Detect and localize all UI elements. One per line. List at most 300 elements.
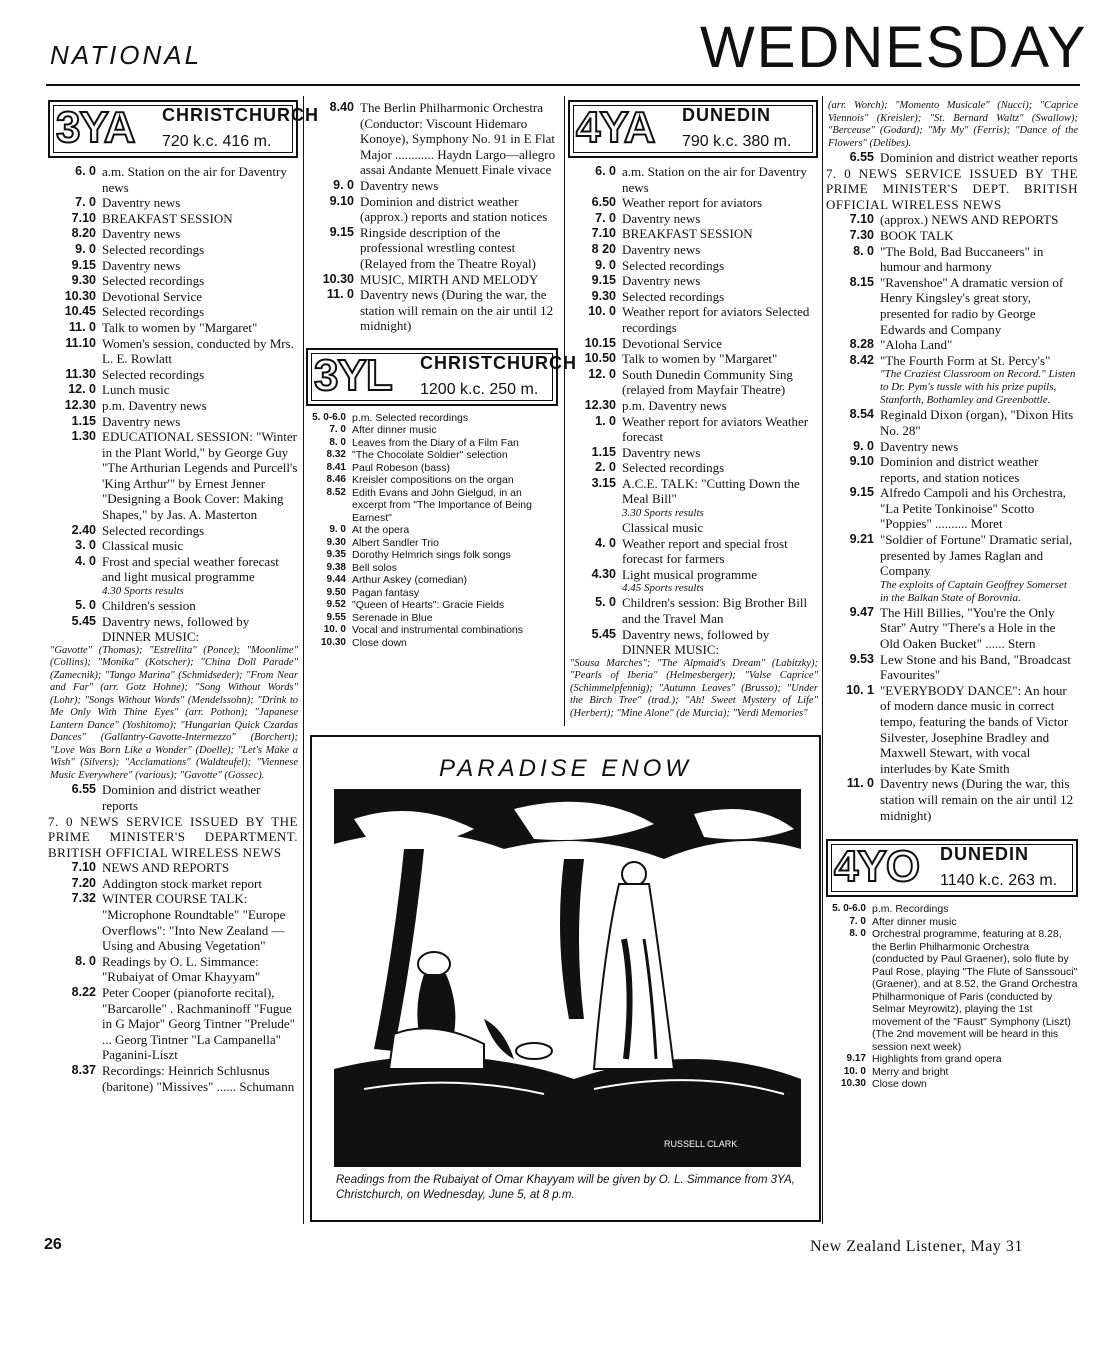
schedule-row (48, 367, 298, 383)
programme-text: "Aloha Land" (880, 337, 953, 353)
time-label: 8.28 (849, 337, 874, 352)
programme-text: Albert Sandler Trio (352, 536, 439, 549)
time-label: 11.30 (65, 366, 96, 381)
station-logo-3ya (48, 100, 319, 158)
column-4ya-continued (826, 100, 1078, 1091)
programme-text: Readings by O. L. Simmance: "Rubaiyat of Omar Khayyam" (102, 953, 261, 985)
dinner-music-list: "Gavotte" (Thomas); "Estrellita" (Ponce); "Moonlime" (Collins); "Monika" (Kotscher); "China Doll Parade" (Zamecnik); "Tango Marina" (Schmidseder); "From Near and Far" (arr. Gotz Hohne); "Song Without Words" (Lohr); "Songs Without Words" (Mendelssohn); "Drink to Me Only With Thine Eyes" (arr. Pothon); "Japanese Lantern Dance" (Yoshitomo); "Hungarian Quick Czardas Dances" (Gallantry-Gavotte-Intermezzo" (Borchert); "Love Was Born Like a Wonder" (Doelle); "Let's Make a Wish" (Silvers); "Acclamations" (Waldteufel); "Viennese Music Everywhere" (various); "Gavotte" (Gossec). (50, 644, 298, 781)
schedule-row (568, 195, 818, 211)
call-sign: 3YA (56, 103, 135, 152)
time-label: 8.15 (849, 274, 874, 289)
programme-text: Classical music (102, 538, 184, 554)
time-label: 6. 0 (595, 164, 616, 178)
programme-text: Daventry news (880, 438, 959, 454)
column-divider (822, 96, 823, 1224)
time-label: 5.45 (591, 626, 616, 641)
time-label: 10. 0 (588, 304, 616, 319)
time-label: 11. 0 (846, 776, 874, 791)
schedule-list (826, 407, 1078, 579)
programme-text: Children's session (102, 598, 196, 614)
time-label: 9.15 (329, 224, 354, 239)
header-rule (46, 84, 1080, 86)
time-label: 10.50 (584, 351, 616, 366)
time-label: 10.30 (320, 636, 346, 648)
time-label: 7.10 (849, 212, 874, 227)
programme-text: Selected recordings (102, 273, 205, 289)
programme-text: Recordings: Heinrich Schlusnus (baritone) "Missives" ...... Schumann (102, 1063, 295, 1094)
time-label: 9.10 (849, 454, 874, 469)
programme-text: The Berlin Philharmonic Orchestra (Conductor: Viscount Hidemaro Konoye), Symphony No. 91 in E Flat Major ............ Haydn Largo—allegro assai Andante Menuett Finale vivace (360, 100, 556, 178)
station-city: DUNEDIN (940, 844, 1030, 865)
station-city: DUNEDIN (682, 105, 772, 125)
section-label: NATIONAL (50, 40, 203, 70)
time-label: 8. 0 (849, 928, 866, 940)
column-3ya (48, 100, 319, 1094)
programme-text: "Soldier of Fortune" Dramatic serial, presented by James Raglan and Company (880, 532, 1073, 579)
programme-text: Highlights from grand opera (872, 1053, 1002, 1066)
programme-text: Selected recordings (102, 241, 205, 257)
schedule-list-small (306, 412, 558, 650)
programme-text: Bell solos (352, 561, 397, 574)
schedule-row (568, 367, 818, 398)
schedule-row (48, 860, 298, 876)
programme-text: Women's session, conducted by Mrs. L. E. Rowlatt (102, 335, 294, 367)
programme-text: p.m. Recordings (872, 903, 949, 916)
time-label: 7. 0 (595, 210, 616, 225)
programme-text: Leaves from the Diary of a Film Fan (352, 436, 519, 449)
schedule-row (568, 567, 818, 583)
schedule-row (568, 164, 818, 195)
time-label: 12. 0 (588, 366, 616, 381)
illustration-title: PARADISE ENOW (439, 755, 692, 782)
day-heading: WEDNESDAY (700, 15, 1088, 80)
time-label: 1.15 (71, 413, 96, 428)
time-label: 5. 0 (75, 598, 96, 613)
schedule-row (48, 598, 298, 614)
schedule-row (48, 614, 298, 645)
time-label: 5.45 (71, 613, 96, 628)
schedule-list (568, 164, 818, 507)
schedule-row (826, 485, 1078, 532)
schedule-row (826, 1078, 1078, 1091)
time-label: 5. 0-6.0 (832, 903, 866, 915)
schedule-row (568, 520, 818, 536)
schedule-row (568, 445, 818, 461)
programme-text: Daventry news, followed by DINNER MUSIC: (102, 613, 250, 645)
station-frequency: 1200 k.c. 250 m. (420, 380, 539, 398)
time-label: 8.22 (71, 985, 96, 1000)
schedule-row (568, 258, 818, 274)
programme-text: South Dunedin Community Sing (relayed from Mayfair Theatre) (622, 366, 793, 398)
time-label: 8.37 (71, 1063, 96, 1077)
schedule-row (48, 538, 298, 554)
programme-text: Daventry news (102, 413, 181, 429)
programme-text: Daventry news (360, 177, 439, 193)
schedule-row (826, 353, 1078, 369)
time-label: 11.10 (65, 335, 96, 350)
programme-text: After dinner music (352, 424, 437, 437)
programme-text: Selected recordings (622, 460, 725, 476)
station-logo-4ya (568, 100, 818, 158)
schedule-row (48, 336, 298, 367)
time-label: 7. 0 (329, 424, 346, 436)
schedule-row (306, 612, 558, 625)
programme-text: Daventry news (102, 226, 181, 242)
programme-text: Selected recordings (622, 257, 725, 273)
schedule-row (568, 273, 818, 289)
programme-text: Arthur Askey (comedian) (352, 574, 467, 587)
call-sign: 3YL (314, 350, 392, 400)
time-label: 8.54 (849, 407, 874, 422)
schedule-row (48, 876, 298, 892)
time-label: 7. 0 (75, 195, 96, 210)
schedule-row (568, 351, 818, 367)
programme-text: "EVERYBODY DANCE": An hour of modern dance music in correct tempo, featuring the bands of Victor Silvester, Josephine Bradley and Maxwell Stewart, with vocal interludes by Kate Smith (880, 682, 1069, 776)
station-frequency: 720 k.c. 416 m. (162, 133, 272, 150)
schedule-row (48, 414, 298, 430)
time-label: 6.55 (71, 782, 96, 797)
time-label: 10.30 (64, 288, 96, 303)
schedule-row (48, 523, 298, 539)
programme-text: Dominion and district weather reports (102, 782, 261, 813)
schedule-row (306, 100, 558, 178)
schedule-row (826, 150, 1078, 166)
time-label: 9.38 (326, 561, 346, 573)
programme-text: Frost and special weather forecast and light musical programme (102, 553, 279, 585)
programme-text: "Queen of Hearts": Gracie Fields (352, 599, 505, 612)
programme-text: Devotional Service (622, 335, 722, 351)
programme-text: Daventry news, followed by DINNER MUSIC: (622, 626, 770, 658)
schedule-row (48, 985, 298, 1063)
programme-text: Weather report for aviators (622, 195, 763, 211)
time-label: 4. 0 (75, 553, 96, 568)
time-label: 2. 0 (595, 460, 616, 475)
time-label: 9. 0 (595, 257, 616, 272)
page-number: 26 (44, 1236, 62, 1253)
time-label: 8.32 (326, 449, 346, 461)
schedule-row (826, 275, 1078, 337)
news-service-notice: 7. 0 NEWS SERVICE ISSUED BY THE PRIME MINISTER'S DEPT. BRITISH OFFICIAL WIRELESS NEWS (826, 165, 1078, 212)
schedule-row (48, 382, 298, 398)
schedule-row (826, 407, 1078, 438)
schedule-row (306, 549, 558, 562)
time-label: 10. 0 (323, 624, 346, 636)
time-label: 6.50 (591, 195, 616, 210)
schedule-row (306, 287, 558, 334)
programme-text: Daventry news (622, 241, 701, 257)
schedule-row (826, 903, 1078, 916)
schedule-row (48, 304, 298, 320)
time-label: 5. 0 (595, 595, 616, 610)
schedule-row (48, 954, 298, 985)
schedule-row (306, 225, 558, 272)
sports-results: 3.30 Sports results (622, 507, 704, 520)
programme-text: BREAKFAST SESSION (102, 210, 233, 226)
time-label: 8. 0 (853, 243, 874, 258)
time-label: 12.30 (64, 397, 96, 412)
programme-text: Selected recordings (102, 304, 205, 320)
schedule-row (826, 454, 1078, 485)
programme-text: MUSIC, MIRTH AND MELODY (360, 271, 539, 287)
time-label: 11. 0 (68, 319, 96, 334)
programme-text: At the opera (352, 524, 410, 537)
schedule-row (306, 624, 558, 637)
schedule-row (306, 462, 558, 475)
programme-text: BREAKFAST SESSION (622, 226, 753, 242)
schedule-row (826, 683, 1078, 777)
schedule-list (826, 150, 1078, 166)
schedule-row (306, 537, 558, 550)
programme-text: Daventry news (During the war, this station will remain on the air until 12 midnight) (880, 776, 1074, 823)
schedule-row (48, 1063, 298, 1094)
programme-note: "The Craziest Classroom on Record." Listen to Dr. Pym's tussle with his prize pupils, Stanforth, Bothamley and Greenbottle. (880, 368, 1076, 407)
programme-text: NEWS AND REPORTS (102, 860, 230, 876)
time-label: 9.30 (326, 536, 346, 548)
schedule-row (306, 524, 558, 537)
programme-text: Dorothy Helmrich sings folk songs (352, 549, 511, 562)
programme-text: "The Bold, Bad Buccaneers" in humour and harmony (880, 243, 1044, 275)
time-label: 7.10 (71, 860, 96, 875)
schedule-row (306, 272, 558, 288)
programme-text: Vocal and instrumental combinations (352, 624, 524, 637)
schedule-row (826, 244, 1078, 275)
schedule-list (48, 782, 298, 813)
programme-text: The Hill Billies, "You're the Only Star" Autry "There's a Hole in the Old Oaken Bucket" ...... Stern (880, 604, 1056, 652)
programme-text: Classical music (622, 520, 704, 536)
time-label: 7.20 (71, 875, 96, 890)
time-label: 9.55 (326, 611, 346, 623)
programme-text: Dominion and district weather (approx.) reports and station notices (360, 193, 548, 225)
time-label: 1.30 (71, 429, 96, 444)
schedule-row (48, 289, 298, 305)
rubaiyat-illustration (334, 789, 801, 1167)
time-label: 10.15 (584, 335, 616, 350)
programme-text: Daventry news (622, 444, 701, 460)
time-label: 8.20 (71, 226, 96, 241)
station-frequency: 790 k.c. 380 m. (682, 133, 792, 150)
column-divider (303, 96, 304, 1224)
time-label: 9.17 (846, 1053, 866, 1065)
call-sign: 4YA (576, 103, 655, 152)
programme-text: "The Chocolate Soldier" selection (352, 449, 508, 462)
schedule-row (48, 891, 298, 953)
schedule-row (826, 439, 1078, 455)
programme-text: Weather report and special frost forecast for farmers (622, 535, 788, 567)
programme-text: p.m. Daventry news (102, 397, 207, 413)
schedule-list (568, 595, 818, 657)
time-label: 9.52 (326, 599, 346, 611)
programme-text: Weather report for aviators Selected recordings (622, 304, 810, 335)
schedule-row (48, 211, 298, 227)
station-logo-4yo (826, 839, 1078, 897)
schedule-row (826, 928, 1078, 1053)
programme-text: Children's session: Big Brother Bill and the Travel Man (622, 595, 808, 627)
schedule-row (48, 782, 298, 813)
programme-text: Weather report for aviators Weather forecast (622, 413, 809, 445)
schedule-row (48, 195, 298, 211)
programme-text: A.C.E. TALK: "Cutting Down the Meal Bill" (622, 475, 800, 507)
programme-text: Peter Cooper (pianoforte recital), "Barcarolle" . Rachmaninoff "Fugue in G Major" Georg Tintner "Prelude" ... Georg Tintner "La Campanella" Paganini-Liszt (102, 985, 295, 1063)
schedule-row (306, 437, 558, 450)
schedule-row (568, 289, 818, 305)
programme-text: Devotional Service (102, 288, 202, 304)
schedule-list (568, 520, 818, 582)
programme-text: Close down (872, 1078, 927, 1091)
schedule-row (826, 212, 1078, 228)
schedule-list-small (826, 903, 1078, 1091)
schedule-row (306, 637, 558, 650)
station-logo-3yl (306, 348, 577, 406)
schedule-row (306, 474, 558, 487)
programme-text: BOOK TALK (880, 227, 954, 243)
schedule-row (826, 776, 1078, 823)
programme-text: Daventry news (During the war, the station will remain on the air until 12 midnight) (360, 287, 554, 334)
time-label: 1. 0 (595, 413, 616, 428)
schedule-row (568, 627, 818, 658)
programme-text: (approx.) NEWS AND REPORTS (880, 212, 1059, 228)
time-label: 8.52 (326, 486, 346, 498)
time-label: 10. 0 (843, 1065, 866, 1077)
programme-text: Merry and bright (872, 1065, 949, 1078)
illustration-caption: Readings from the Rubaiyat of Omar Khayyam will be given by O. L. Simmance from 3YA, Christchurch, on Wednesday, June 5, at 8 p.m. (336, 1174, 795, 1201)
schedule-row (826, 1053, 1078, 1066)
programme-note: The exploits of Captain Geoffrey Somerset in the Balkan State of Borovnia. (880, 578, 1067, 604)
schedule-row (48, 398, 298, 414)
time-label: 8. 0 (329, 436, 346, 448)
schedule-row (48, 164, 298, 195)
programme-text: Reginald Dixon (organ), "Dixon Hits No. 28" (880, 407, 1074, 438)
time-label (568, 520, 622, 536)
time-label: 9.10 (329, 193, 354, 208)
call-sign: 4YO (834, 842, 920, 892)
programme-text: Lunch music (102, 382, 170, 398)
time-label: 10.30 (322, 271, 354, 286)
programme-text: Lew Stone and his Band, "Broadcast Favourites" (880, 651, 1071, 683)
time-label: 9.50 (326, 586, 346, 598)
schedule-row (568, 226, 818, 242)
schedule-row (826, 605, 1078, 652)
time-label: 4. 0 (595, 535, 616, 550)
programme-text: Daventry news (102, 195, 181, 211)
programme-text: Orchestral programme, featuring at 8.28, the Berlin Philharmonic Orchestra (conducted by Paul Graener), solo flute by Paul Rose, playing "The Flute of Sanssouci" (Graener), and at 8.52, the Grand Orchestra Philharmonique of Paris (conducted by Selmar Meyrowitz), playing the 1st movement of the "Faust" Symphony (Liszt) (The 2nd movement will be heard in this session next week) (872, 928, 1078, 1053)
time-label: 9.44 (326, 574, 346, 586)
programme-text: Daventry news (622, 273, 701, 289)
programme-text: Light musical programme (622, 566, 758, 582)
time-label: 7.32 (71, 891, 96, 906)
schedule-row (568, 398, 818, 414)
schedule-row (306, 599, 558, 612)
programme-text: Talk to women by "Margaret" (102, 319, 258, 335)
schedule-row (48, 242, 298, 258)
time-label: 7.10 (591, 226, 616, 241)
sports-results: 4.30 Sports results (102, 585, 184, 598)
time-label: 12.30 (584, 397, 616, 412)
schedule-row (568, 476, 818, 507)
time-label: 4.30 (591, 566, 616, 581)
time-label: 12. 0 (68, 382, 96, 397)
schedule-row (826, 532, 1078, 579)
programme-text: EDUCATIONAL SESSION: "Winter in the Plant World," by George Guy "The Arthurian Legends and Purcell's 'King Arthur'" by Ernest Jenner "Designing a Book Cover: Making Shapes," by Jas. A. Masterton (102, 429, 298, 523)
programme-text: Dominion and district weather reports, and station notices (880, 454, 1039, 485)
time-label: 10.45 (64, 304, 96, 319)
time-label: 9.35 (326, 549, 346, 561)
programme-text: Selected recordings (102, 366, 205, 382)
programme-text: Close down (352, 636, 407, 649)
schedule-row (306, 449, 558, 462)
time-label: 7.30 (849, 227, 874, 242)
time-label: 9.21 (849, 532, 874, 547)
schedule-row (48, 320, 298, 336)
time-label: 9.30 (591, 288, 616, 303)
time-label: 9.30 (71, 273, 96, 288)
schedule-list (48, 598, 298, 645)
time-label: 10. 1 (846, 682, 874, 697)
schedule-row (568, 536, 818, 567)
programme-text: p.m. Selected recordings (352, 411, 469, 424)
schedule-row (306, 587, 558, 600)
time-label: 8.42 (849, 352, 874, 367)
programme-text: "Ravenshoe" A dramatic version of Henry Kingsley's great story, presented for radio by George Edwards and Company (880, 274, 1064, 337)
schedule-row (826, 1066, 1078, 1079)
schedule-row (306, 412, 558, 425)
schedule-row (48, 554, 298, 585)
time-label: 10.30 (840, 1078, 866, 1090)
schedule-list (48, 860, 298, 1094)
schedule-row (48, 226, 298, 242)
time-label: 9. 0 (329, 524, 346, 536)
time-label: 8.41 (326, 461, 346, 473)
time-label: 7.10 (71, 210, 96, 225)
time-label: 8.46 (326, 474, 346, 486)
schedule-row (826, 652, 1078, 683)
dinner-music-list: "Sousa Marches"; "The Alpmaid's Dream" (Labitzky); "Pearls of Iberia" (Helmesberger); "Valse Caprice" (Schimmelpfennig); "Autumn Leaves" (Brusso); "Under the Birch Tree" (trad.); "Ah! Sweet Mystery of Life" (Herbert); "Mine Alone" (de Murcia); "Verdi Memories" (570, 657, 818, 719)
time-label: 11. 0 (326, 287, 354, 302)
programme-text: a.m. Station on the air for Daventry news (102, 164, 287, 195)
schedule-row (568, 304, 818, 335)
time-label: 1.15 (591, 444, 616, 459)
programme-text: Kreisler compositions on the organ (352, 474, 514, 487)
schedule-row (306, 194, 558, 225)
column-divider (564, 96, 565, 726)
time-label: 2.40 (71, 522, 96, 537)
time-label: 9.47 (849, 604, 874, 619)
programme-text: Talk to women by "Margaret" (622, 351, 778, 367)
time-label: 9.15 (591, 273, 616, 288)
magazine-footer: New Zealand Listener, May 31 (810, 1238, 1023, 1255)
time-label: 7. 0 (849, 915, 866, 927)
time-label: 8.40 (329, 100, 354, 114)
artist-signature: RUSSELL CLARK (664, 1139, 738, 1149)
schedule-row (306, 562, 558, 575)
programme-text: Serenade in Blue (352, 611, 433, 624)
programme-text: Addington stock market report (102, 875, 262, 891)
station-city: CHRISTCHURCH (162, 105, 319, 125)
time-label: 9.15 (71, 257, 96, 272)
programme-text: Paul Robeson (bass) (352, 461, 451, 474)
time-label: 8. 0 (75, 953, 96, 968)
programme-text: Dominion and district weather reports (880, 150, 1078, 165)
schedule-row (568, 336, 818, 352)
schedule-row (568, 414, 818, 445)
schedule-row (306, 424, 558, 437)
schedule-list (48, 164, 298, 585)
programme-text: Selected recordings (102, 522, 205, 538)
time-label: 3. 0 (75, 538, 96, 553)
time-label: 5. 0-6.0 (312, 411, 346, 423)
programme-text: "The Fourth Form at St. Percy's" (880, 352, 1051, 368)
time-label: 9. 0 (853, 438, 874, 453)
schedule-row (568, 595, 818, 626)
